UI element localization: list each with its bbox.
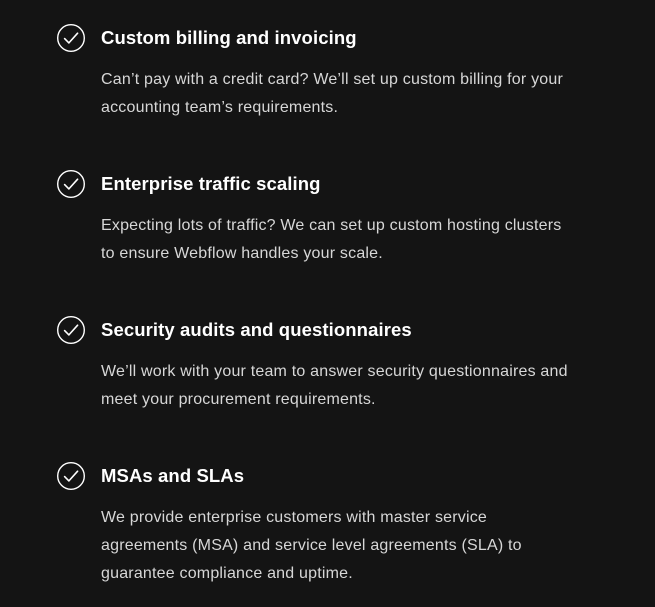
feature-description: Can’t pay with a credit card? We’ll set up custom billing for your accounting team’s requirements. (101, 71, 563, 116)
feature-title: Enterprise traffic scaling (101, 173, 321, 194)
check-circle-icon (56, 315, 86, 345)
feature-title: MSAs and SLAs (101, 465, 245, 486)
check-circle-icon (56, 169, 86, 199)
feature-title: Security audits and questionnaires (101, 319, 412, 340)
feature-description: We provide enterprise customers with master service agreements (MSA) and service level agreements (SLA) to guarantee compliance and uptime. (101, 509, 522, 582)
feature-description: We’ll work with your team to answer security questionnaires and meet your procurement requirements. (101, 363, 568, 408)
feature-title: Custom billing and invoicing (101, 27, 357, 48)
check-circle-icon (56, 461, 86, 491)
feature-description: Expecting lots of traffic? We can set up custom hosting clusters to ensure Webflow handles your scale. (101, 217, 562, 262)
check-circle-icon (56, 23, 86, 53)
